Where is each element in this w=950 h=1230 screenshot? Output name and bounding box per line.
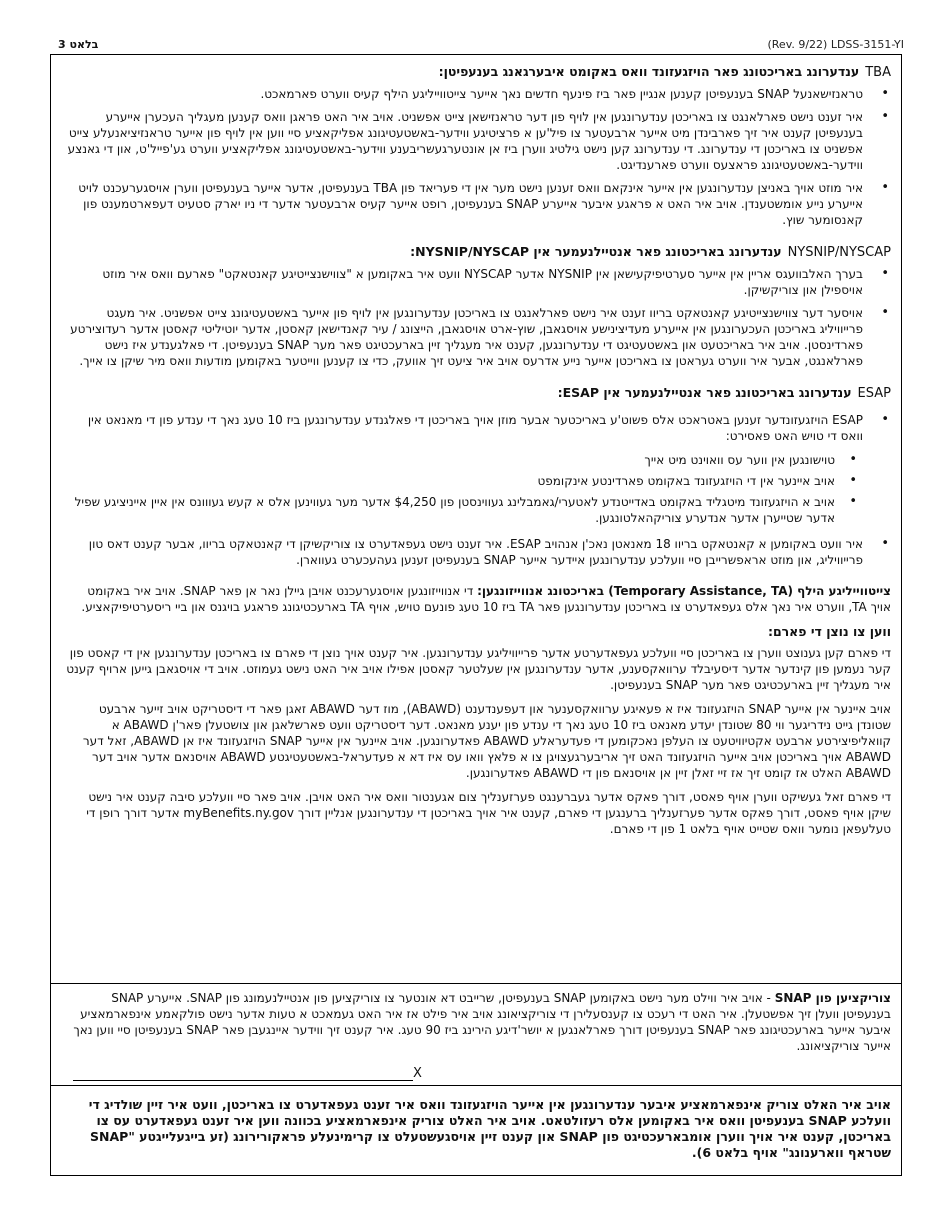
list-item: • אויב א הויזגעזונד מיטגליד באקומט באדייטנדע לאטערי/גאמבלינג געווינסטן פון $4,250 אדער מער געווינען אלס א קעש געווונס אין איין אייניציגע שפיל אדער שטייערן אדער אנדערע צוריקהאלטונגען. [65, 494, 835, 526]
signature-line[interactable] [73, 1068, 413, 1081]
withdrawal-text: - אויב איר ווילט מער נישט באקומען SNAP בענעפיטן, שרייבט דא אונטער צו צוריקציען פון אנטיילנעמונג פון SNAP. אייערע SNAP בענעפיטן וועלן זיך אפשטעלן. איר האט די רעכט צו קענסעלירן די צוריקציאונג אויב איר פילט אז איר האט געמאכט א טעות אדער נישט פולקאמע אינפארמאציע איבער אייער בארעכטיגונג פאר SNAP בענעפיטן דורך פארלאנגען א יושר'דיגע הירינג ביז 90 טעג. איר קענט זיך ווידער איינגעבן פאר SNAP בענעפיטן סיי ווען נאך אייער צוריקציאונג. [73, 991, 891, 1053]
tba-list [65, 86, 891, 228]
tba-prefix: TBA [865, 65, 891, 80]
list-item [65, 412, 863, 526]
tba-title: TBAענדערונג באריכטונג פאר הויזגעזונד וואס באקומט איבערגאנג בענעפיטן: [438, 64, 891, 80]
list-item: • איר זענט נישט פארלאנגט צו באריכטן ענדערונגען אין לויף פון דער טראנזישאן צייט אפשניט. אויב איר האט פראגן וואס קענען מעגליך העכערן אייערע בענעפיטן קענט איר זיך פארבינדן מיט אייער ארבעטער צו פיל'ען א פרציטיגע ווידער-באשטעטיגונג אפליקאציע סיי ווען אין לויף פון אייער טראנזיציאנעלע צייט אפשניט צו באריכטן די ענדערונג. די ענדערונג קען נישט גילטיג ווערן ביז אן אונטערגעשריבענע ווידער-באשטעטיגונג אפליקאציע ווערט גע'פייל'ט, און די גאנצע ווידער-באשטעטיגונג פראצעס ווערט פארענדיגט. [65, 109, 863, 173]
ta-title: צייטווייליגע הילף (Temporary Assistance, TA) באריכטונג אנווייזונגען: [477, 584, 891, 598]
list-item: • איר וועט באקומען א קאנטאקט בריוו 18 מאנאטן נאכ'ן אנהויב ESAP. איר זענט נישט געפאדערט צו צוריקשיקן די קאנטאקט בריוו, אבער קענט דאס טון פרייוויליג, און מוזט אראפשרייבן סיי וועלכע ענדערונגען איידער אייער SNAP בענעפיטן זענען געהעכערט געווארן. [65, 536, 863, 568]
list-item: • אויסער דער צווישנצייטיגע קאנטאקט בריוו זענט איר נישט פארלאנגט צו באריכטן ענדערונגען אין לויף פון אייער באשטעטיגונג צייט אפשניט. איר מעגט פרייוויליג באריכטן העכערונגען אין אייערע מעדיצינישע אויסגאבן, שוץ-ארט אויסגאבן, הייצונג / עיר קאנדישאן קאסטן, אדער יוטיליטי קאסטן אדער רעדוצירטע פארדינסטן. אויב איר באריכטעט און באשטעטיגט די ענדערונגען, קענט איר מעגליך זיין בארעכטיגט פאר מער SNAP בענעפיטן. די פאלגענדע איז נישט פארלאנגט, אבער איר ווערט געראטן צו באריכטן אייער נייע אדרעס אויב איר ציעט זיך אוועק, כדי צו קענען ווייטער באקומען מודעות וואס מיר שיקן צו אייך. [65, 305, 863, 369]
withdrawal-title: צוריקציען פון SNAP [774, 991, 891, 1005]
signature-field[interactable] [73, 1066, 422, 1081]
nysnip-list [65, 266, 891, 369]
esap-prefix: ESAP [857, 386, 891, 401]
abawd-paragraph: אויב איינער אין אייער SNAP הויזגעזונד איז א פעאיגע ערוואקסענער און דעפענדענט (ABAWD), מוז דער ABAWD זאגן פאר די דיסטריקט אויב זייער ארבעט שטונדן גייט נידריגער ווי 80 שטונדן יעדע מאנאט ביז 10 טעג נאך די ענדע פון יענע מאנאט. דער דיסטריקט וועט פארשלאגן און צושטעלן פאר'ן ABAWD א קוואליפיצירטע ארבעט אקטיוויטעט צו העלפן נאכקומען די פעדעראלע ABAWD פאדערונגען. אויב איינער אין אייער SNAP הויזגעזונד איז אן ABAWD, זאל דער ABAWD אויך באריכטן אויב אייער הויזגעזונד האט זיך אריבערגעצויגן צו א פלאץ וואו עס איז דא א פעדעראל-באשטעטיגטע ABAWD אויסנאם אדער אויב דער ABAWD האלט אז קומט זיך אז זיי זאלן זיין אן אויסנאם פון די ABAWD פאדערונגען. [82, 702, 891, 780]
form-use-paragraph: די פארם קען גענוצט ווערן צו באריכטן סיי וועלכע געפאדערטע אדער פרייוויליגע ענדערונגען. איר קענט אויך נוצן די פארם צו באריכטן ענדערונגען אין די קאסט פון קער נעמען פון קינדער אדער דיסעיבלד ערוואקסענע, אדער ענדערונגען אין שעלטער קאסטן אפילו אויב איר האט נישט געמוזט. אויב די אויסגאבן גייען ארויף קענט איר מעגליך זיין בארעכטיגט פאר מער SNAP בענעפיטן. [66, 646, 891, 692]
nysnip-title: NYSNIP/NYSCAPענדערונג באריכטונג פאר אנטיילנעמער אין NYSNIP/NYSCAP: [410, 244, 891, 260]
submission-paragraph: די פארם זאל געשיקט ווערן אויף פאסט, דורך פאקס אדער געברענגט פערזענליך צום אגענטור וואס איר האט אויבן. אויב פאר סיי וועלכע סיבה קענט איר נישט שיקן אויף פאסט, דורך פאקס אדער פערזענליך ברענגען די פארם, קענט איר אויך באריכטן די ענדערונגען אנליין דורך myBenefits.ny.gov אדער דורך רופן די טעלעפאן נומער וואס שטייט אויף בלאט 1 פון די פארם. [86, 790, 891, 836]
form-frame [50, 54, 902, 1176]
form-use-title: ווען צו נוצן די פארם: [767, 624, 891, 639]
list-item: • איר מוזט אויך באניצן ענדערונגען אין אייער אינקאם וואס זענען נישט מער אין די פעריאד פון TBA בענעפיטן, אדער אייער בענעפיטן ווערן אויסגערעכנט לויט אייערע נייע אומשטענדן. אויב איר האט א פראגע איבער אייערע SNAP בענעפיטן, רופט אייער קעיס ארבעטער אדער די ניו יארק סטעיט דעפארטמענט פון קאנסומער שוץ. [65, 180, 863, 228]
list-item: • טוישונגען אין ווער עס וואוינט מיט אייך [65, 452, 835, 468]
instructions-section [51, 55, 901, 983]
list-item: • בערך האלבוועגס אריין אין אייער סערטיפיקעישאן אין NYSNIP אדער NYSCAP וועט איר באקומען א "צווישנצייטיגע קאנטאקט" פארעם וואס איר מוזט אויספילן און צוריקשיקן. [65, 266, 863, 298]
esap-sub-list [65, 452, 863, 526]
esap-title: ESAPענדערונג באריכטונג פאר אנטיילנעמער אין ESAP: [557, 385, 891, 401]
withdrawal-paragraph [65, 990, 891, 1054]
page-label: בלאט 3 [58, 38, 99, 51]
list-item: • טראנזישאנעל SNAP בענעפיטן קענען אנגיין פאר ביז פינעף חדשים נאך אייער צייטווייליגע הילף קעיס ווערט פארמאכט. [65, 86, 863, 102]
signature-mark: X [413, 1066, 422, 1081]
ta-text: די אנווייזונגען אויסגערעכנט אויבן גיילן נאר אן פאר SNAP. אויב איר באקומט אויך TA, ווערט איר נאך אלס געפאדערט צו באריכטן ענדערונגען פאר TA ביז 10 טעג פונעם טויש, אויף TA בארעכטיגונג פראגע בויגנס און ביי ריסערטיפיקאציע. [81, 584, 891, 614]
warning-text: אויב איר האלט צוריק אינפארמאציע איבער ענדערונגען אין אייער הויזגעזונד וואס איר זענט געפאדערט צו באריכטן, וועט איר זיין שולדיג די וועלכע SNAP בענעפיטן וואס איר באקומען אלס רעזולטאט. אויב איר האלט צוריק אינפארמאציע בכוונה ווען איר זענט געפאדערט עס צו באריכטן, קענט איר אויך ווערן אומבארעכטיגט פון SNAP און קענט זיין אויסגעשטעלט צו קרימינעלע פראקורירונג (זע בייגעלייגטע "SNAP שטראף ווארענונג" אויף בלאט 6). [88, 1097, 891, 1160]
ta-paragraph [65, 583, 891, 615]
esap-intro: ESAP הויזגעזונדער זענען באטראכט אלס פשוט'ע באריכטער אבער מוזן אויך באריכטן די פאלגנדע ענדערונגען ביז 10 טעג נאך די ענדע פון די מאנאט אין וואס די טויש האט פאסירט: [87, 413, 863, 443]
list-item: • אויב איינער אין די הויזגעזונד באקומט פארדינטע אינקומפט [65, 473, 835, 489]
withdrawal-section [51, 983, 901, 1085]
esap-list [65, 412, 891, 568]
form-id: (Rev. 9/22) LDSS-3151-YI [767, 38, 904, 51]
warning-section [51, 1085, 901, 1177]
nysnip-prefix: NYSNIP/NYSCAP [787, 245, 891, 260]
